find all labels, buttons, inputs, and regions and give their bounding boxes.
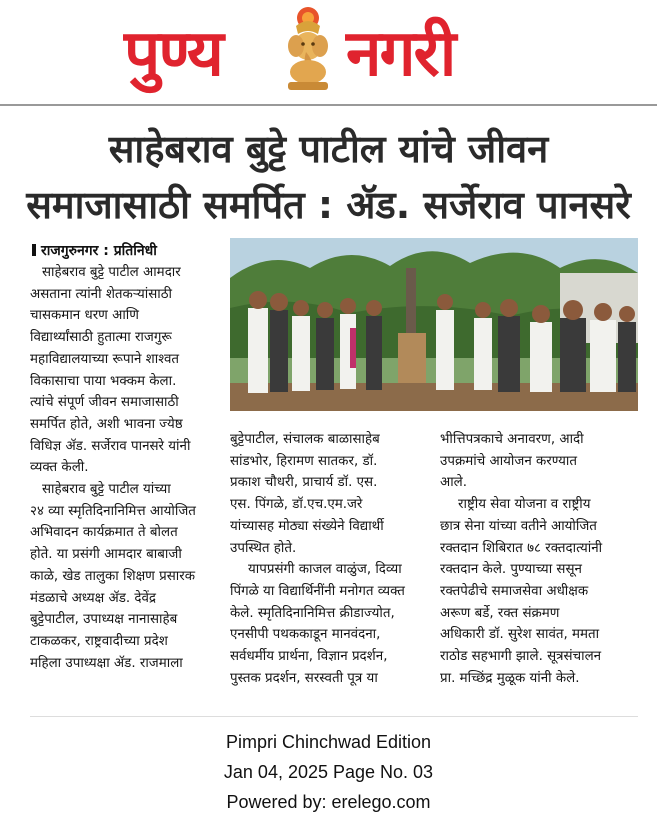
article-line: बुट्टेपाटील, संचालक बाळासाहेब xyxy=(230,432,380,447)
article-line: बुट्टेपाटील, उपाध्यक्ष नानासाहेब xyxy=(30,612,178,628)
article-line: प्रा. मच्छिंद्र मुळूक यांनी केले. xyxy=(440,670,580,686)
article-line: अभिवादन कार्यक्रमात ते बोलत xyxy=(30,525,178,541)
byline xyxy=(32,242,157,260)
footer-divider xyxy=(30,716,638,717)
article-line: यापप्रसंगी काजल वाळुंज, दिव्या xyxy=(248,562,402,578)
article-column-2 xyxy=(230,429,430,689)
masthead-title-left: पुण्य xyxy=(124,17,222,91)
article-line: होते. या प्रसंगी आमदार बाबाजी xyxy=(30,547,182,563)
article-line: भीत्तिपत्रकाचे अनावरण, आदी xyxy=(440,432,584,447)
article-line: महाविद्यालयाच्या रूपाने शाश्वत xyxy=(30,351,180,367)
byline-marker xyxy=(32,244,36,256)
article-line: विधिज्ञ ॲड. सर्जेराव पानसरे यांनी xyxy=(30,438,191,454)
article-line: अरूण बर्डे, रक्त संक्रमण xyxy=(440,605,560,621)
footer-powered-by: Powered by: erelego.com xyxy=(226,792,431,812)
article-line: आले. xyxy=(440,475,468,491)
article-line: सांडभोर, हिरामण सातकर, डॉ. xyxy=(230,453,378,469)
article-line: व्यक्त केली. xyxy=(30,460,89,476)
article-line: केले. स्मृतिदिनानिमित्त क्रीडाज्योत, xyxy=(230,605,395,621)
ganesha-logo-icon xyxy=(276,4,340,96)
article-column-1 xyxy=(30,262,226,674)
article-column-3 xyxy=(440,429,640,689)
article-line: प्रकाश चौधरी, प्राचार्य डॉ. एस. xyxy=(230,475,378,491)
masthead-title-right: नगरी xyxy=(346,17,455,91)
article-line: असताना त्यांनी शेतकऱ्यांसाठी xyxy=(30,286,172,302)
article-line: रक्तपेढीचे समाजसेवा अधीक्षक xyxy=(440,583,589,599)
article-line: चासकमान धरण आणि xyxy=(30,308,139,324)
article-line: २४ व्या स्मृतिदिनानिमित्त आयोजित xyxy=(30,503,196,519)
article-line: एनसीपी पथककाडून मानवंदना, xyxy=(230,627,381,643)
article-line: राठोड सहभागी झाले. सूत्रसंचालन xyxy=(440,649,602,665)
masthead-divider xyxy=(0,104,657,106)
article-line: साहेबराव बुट्टे पाटील आमदार xyxy=(42,265,181,280)
footer-edition: Pimpri Chinchwad Edition xyxy=(225,732,432,752)
article-line: यांच्यासह मोठ्या संख्येने विद्यार्थी xyxy=(230,518,384,534)
article-line: सर्वधर्मीय प्रार्थना, विज्ञान प्रदर्शन, xyxy=(230,649,388,665)
article-line: काळे, खेड तालुका शिक्षण प्रसारक xyxy=(30,568,196,584)
article-line: पिंगळे या विद्यार्थिनींनी मनोगत व्यक्त xyxy=(230,583,405,599)
article-line: रक्तदान शिबिरात ७८ रक्तदात्यांनी xyxy=(440,540,603,556)
headline-line-1: साहेबराव बुट्टे पाटील यांचे जीवन xyxy=(108,127,549,171)
article-line: एस. पिंगळे, डॉ.एच.एम.जरे xyxy=(230,497,363,513)
article-line: उपस्थित होते. xyxy=(230,540,297,556)
article-line: छात्र सेना यांच्या वतीने आयोजित xyxy=(440,518,597,534)
article-line: समर्पित होते, अशी भावना ज्येष्ठ xyxy=(30,416,183,432)
article-line: उपक्रमांचे आयोजन करण्यात xyxy=(440,453,577,469)
footer-date-page: Jan 04, 2025 Page No. 03 xyxy=(223,762,434,782)
article-line: विद्यार्थ्यांसाठी हुतात्मा राजगुरू xyxy=(30,330,172,346)
article-line: पुस्तक प्रदर्शन, सरस्वती पूत्र या xyxy=(230,670,378,686)
article-line: राष्ट्रीय सेवा योजना व राष्ट्रीय xyxy=(458,497,591,513)
article-line: टाकळकर, राष्ट्रवादीच्या प्रदेश xyxy=(30,633,168,649)
article-line: रक्तदान केले. पुण्याच्या ससून xyxy=(440,562,582,578)
article-line: त्यांचे संपूर्ण जीवन समाजासाठी xyxy=(30,395,179,411)
article-line: साहेबराव बुट्टे पाटील यांच्या xyxy=(42,482,171,498)
article-line: महिला उपाध्यक्षा ॲड. राजमाला xyxy=(30,655,183,671)
article-line: अधिकारी डॉ. सुरेश सावंत, ममता xyxy=(440,627,600,643)
byline-text: राजगुरुनगर : प्रतिनिधी xyxy=(41,243,157,259)
article-line: विकासाचा पाया भक्कम केला. xyxy=(30,373,177,389)
masthead xyxy=(0,0,657,104)
article-line: मंडळाचे अध्यक्ष ॲड. देवेंद्र xyxy=(30,590,157,606)
headline-line-2: समाजासाठी समर्पित : ॲड. सर्जेराव पानसरे xyxy=(26,183,631,227)
news-photo xyxy=(230,238,638,411)
